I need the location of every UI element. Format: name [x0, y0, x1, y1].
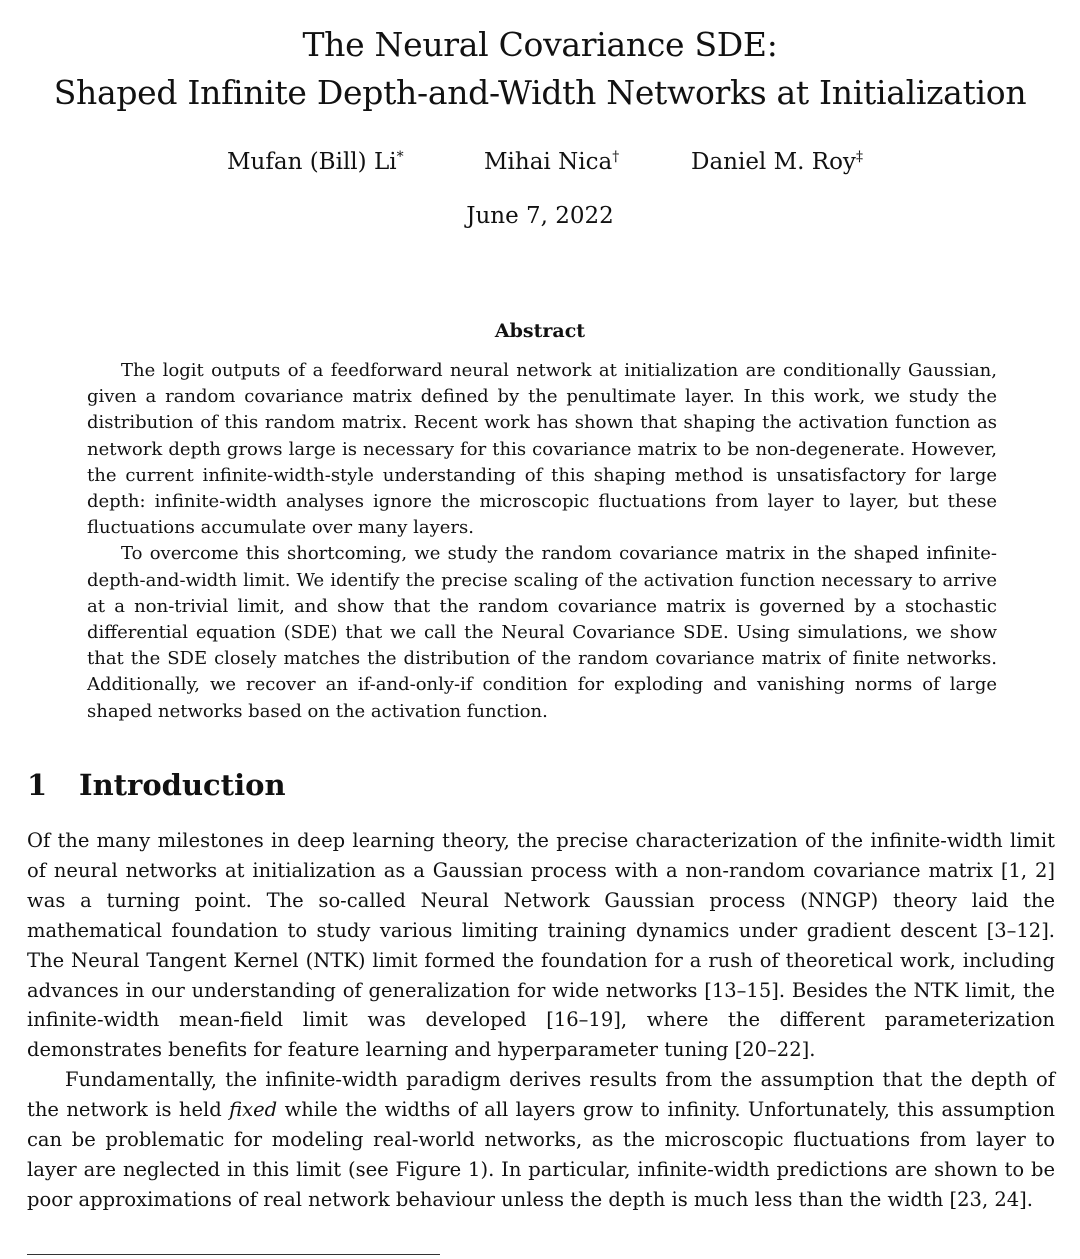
author-footnote-mark: ‡ — [855, 149, 863, 165]
paper-title — [0, 21, 1080, 117]
author-mihai-nica — [484, 145, 619, 179]
body-text-run: Fundamentally, the infinite-width paradigm derives results from the assumption that the depth of the network is held — [27, 1068, 1055, 1122]
author-daniel-roy — [691, 145, 863, 179]
author-mufan-li — [227, 145, 404, 179]
body-text-run: while the widths of all layers grow to infinity. Unfortunately, this assumption can be problematic for modeling real-world networks, as the microscopic fluctuations from layer to layer are neglected in this limit (see Figure 1). In particular, infinite-width predictions are shown to be poor approximations of real network behaviour unless the depth is much less than the width [23, 24]. — [27, 1098, 1056, 1211]
body-paragraph: Of the many milestones in deep learning theory, the precise characterization of the infinite-width limit of neural networks at initialization as a Gaussian process with a non-random covariance matrix [1, 2] was a turning point. The so-called Neural Network Gaussian process (NNGP) theory laid the mathematical foundation to study various limiting training dynamics under gradient descent [3–12]. The Neural Tangent Kernel (NTK) limit formed the foundation for a rush of theoretical work, including advances in our understanding of generalization for wide networks [13–15]. Besides the NTK limit, the infinite-width mean-field limit was developed [16–19], where the different parameterization demonstrates benefits for feature learning and hyperparameter tuning [20–22]. — [27, 829, 1055, 1062]
section-number: 1 — [27, 768, 48, 802]
body-paragraph — [27, 1065, 1055, 1215]
author-footnote-mark: † — [612, 149, 620, 165]
abstract-paragraph: To overcome this shortcoming, we study the random covariance matrix in the shaped infinite-depth-and-width limit. We identify the precise scaling of the activation function necessary to arrive at a non-trivial limit, and show that the random covariance matrix is governed by a stochastic differential equation (SDE) that we call the Neural Covariance SDE. Using simulations, we show that the SDE closely matches the distribution of the random covariance matrix of finite networks. Additionally, we recover an if-and-only-if condition for exploding and vanishing norms of large shaped networks based on the activation function. — [87, 543, 997, 722]
author-name: Daniel M. Roy — [691, 149, 856, 175]
title-line-2: Shaped Infinite Depth-and-Width Networks at Initialization — [53, 73, 1027, 112]
abstract-body — [87, 358, 997, 725]
section-title: Introduction — [79, 768, 286, 802]
author-name: Mufan (Bill) Li — [227, 149, 397, 175]
introduction-body — [27, 826, 1055, 1215]
footnote-rule — [27, 1254, 440, 1255]
publication-date: June 7, 2022 — [466, 203, 614, 229]
abstract-heading: Abstract — [494, 320, 586, 342]
author-list — [0, 145, 1080, 179]
emphasis-text: fixed — [229, 1098, 278, 1122]
abstract-paragraph: The logit outputs of a feedforward neural network at initialization are conditionally Gaussian, given a random covariance matrix defined by the penultimate layer. In this work, we study the distribution of this random matrix. Recent work has shown that shaping the activation function as network depth grows large is necessary for this covariance matrix to be non-degenerate. However, the current infinite-width-style understanding of this shaping method is unsatisfactory for large depth: infinite-width analyses ignore the microscopic fluctuations from layer to layer, but these fluctuations accumulate over many layers. — [87, 360, 997, 539]
section-heading-introduction — [27, 765, 286, 805]
title-line-1: The Neural Covariance SDE: — [302, 25, 778, 64]
author-name: Mihai Nica — [484, 149, 613, 175]
author-footnote-mark: * — [396, 149, 404, 165]
